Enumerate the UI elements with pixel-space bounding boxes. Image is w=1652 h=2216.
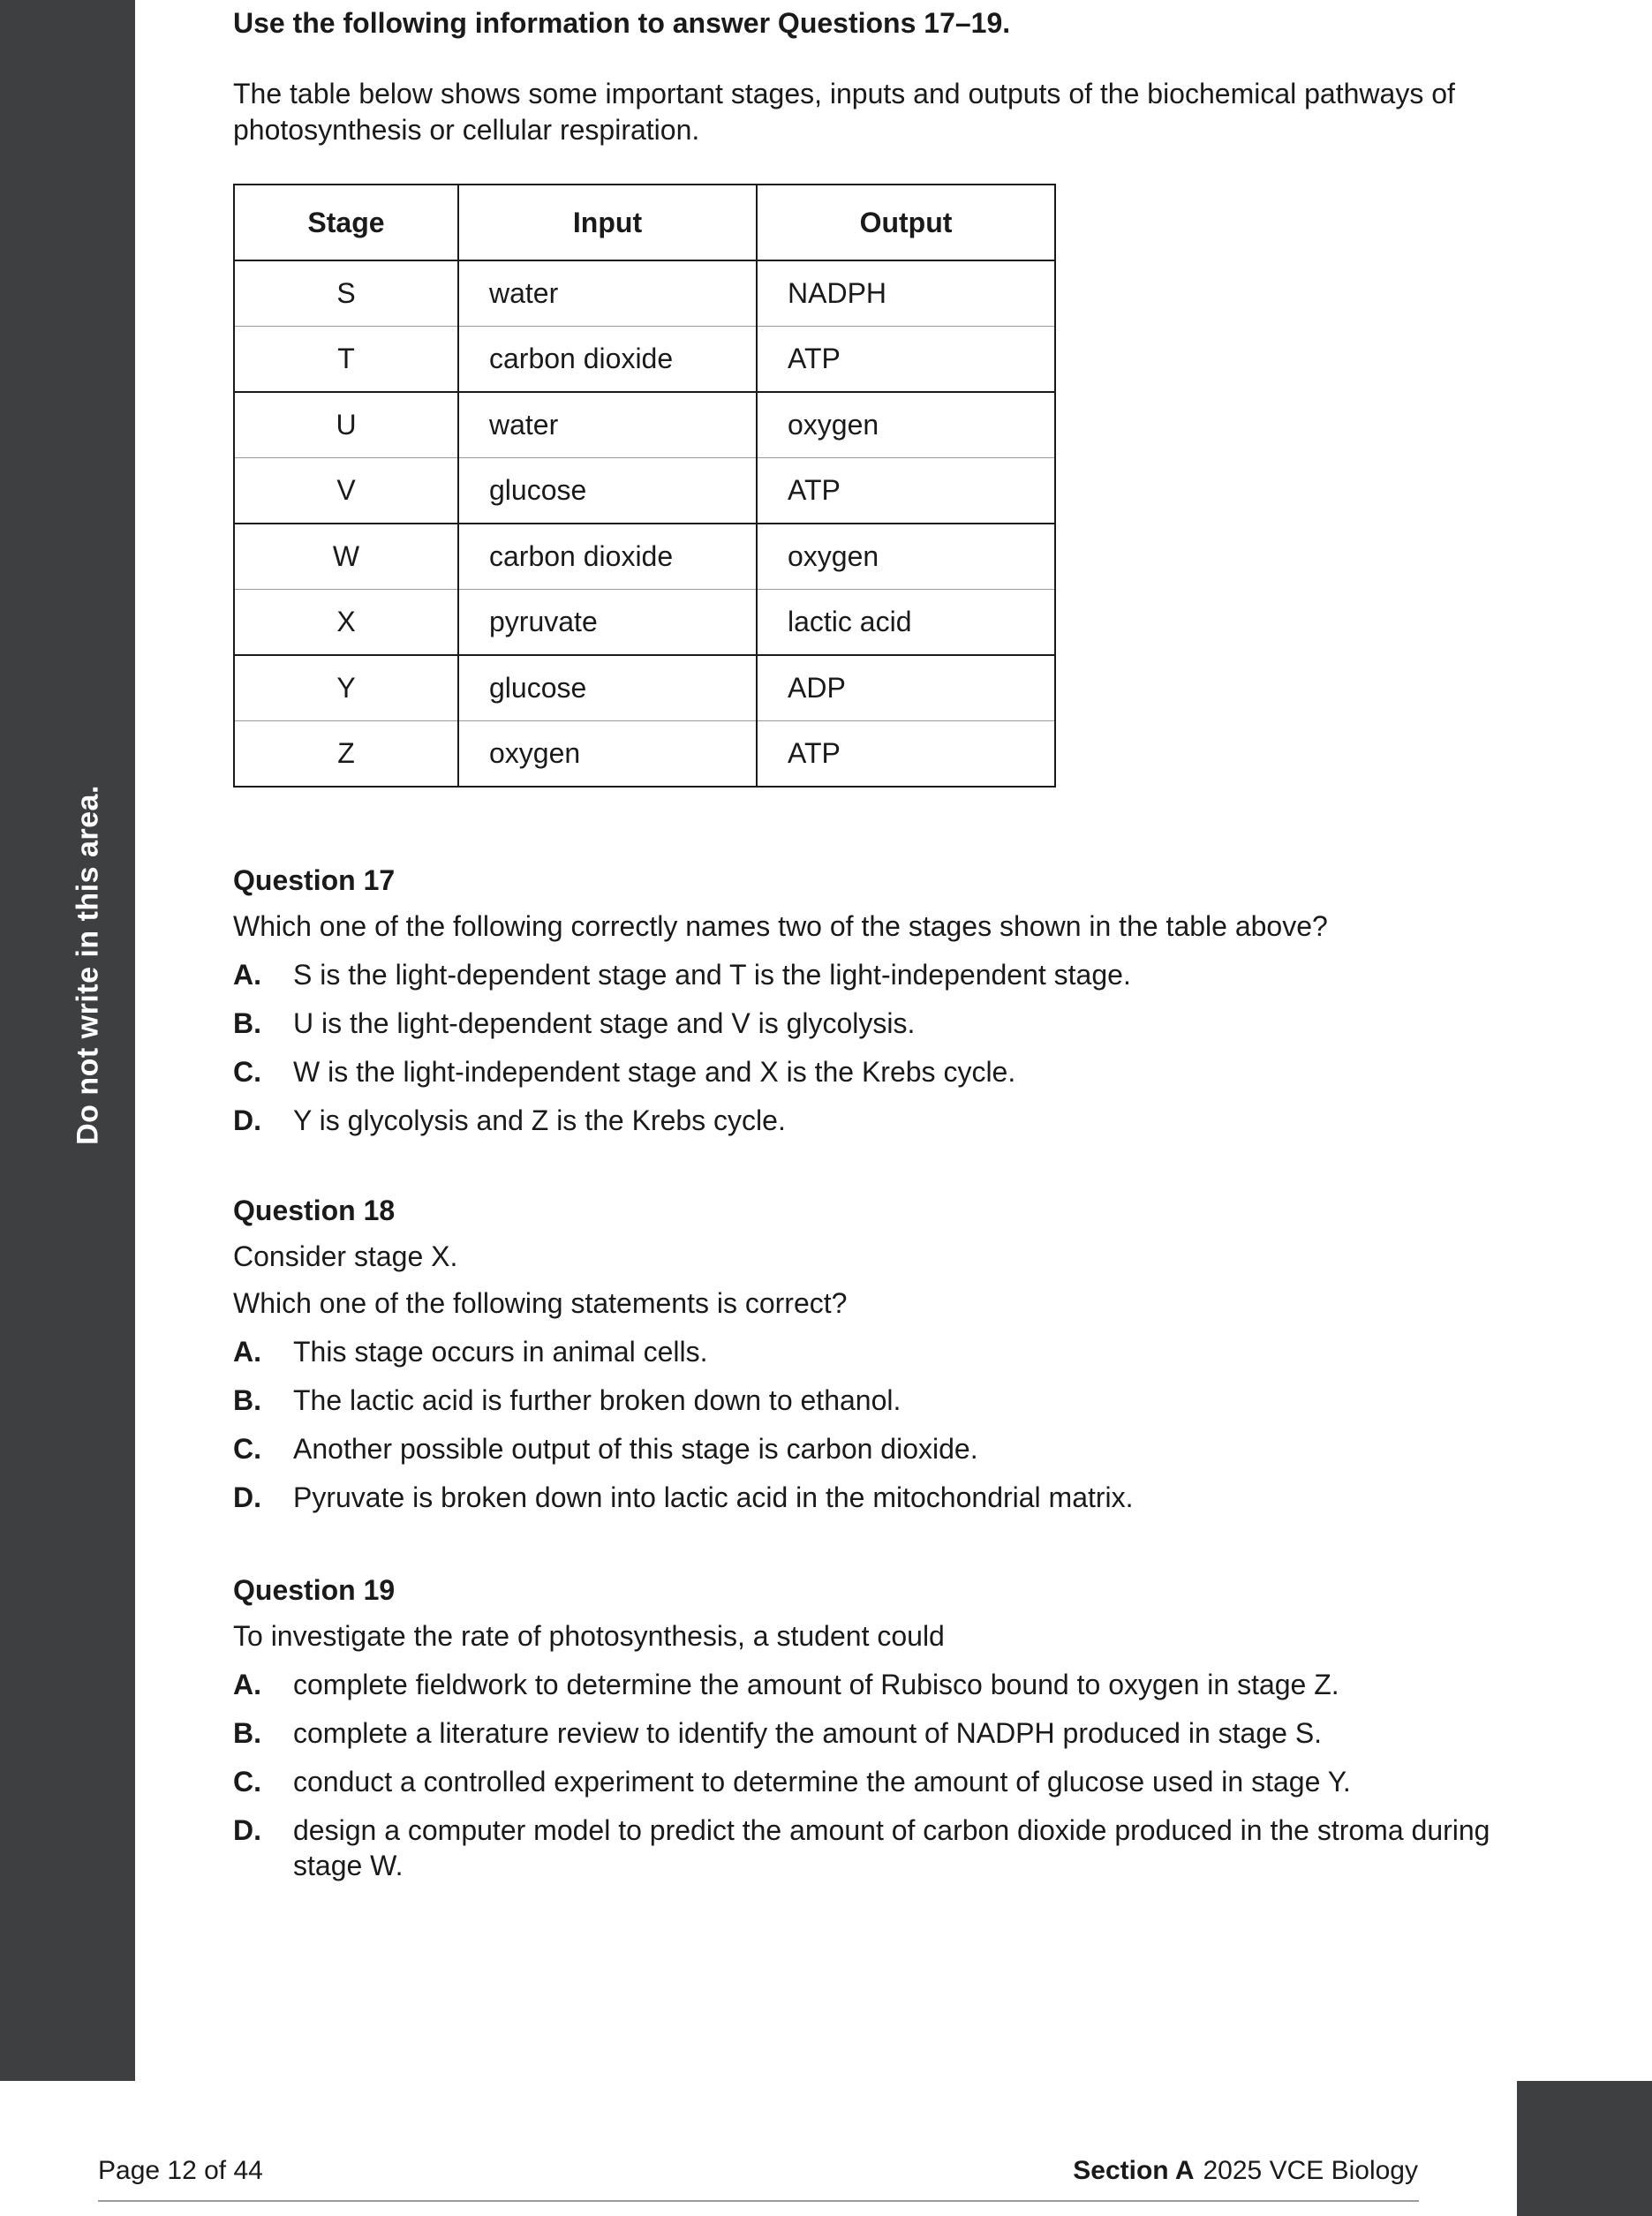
footer-divider xyxy=(98,2200,1419,2202)
output-cell: NADPH xyxy=(757,260,1055,327)
stage-cell: W xyxy=(234,524,458,590)
output-cell: oxygen xyxy=(757,524,1055,590)
page-number: Page 12 of 44 xyxy=(98,2156,263,2185)
table-row xyxy=(234,590,1055,656)
table-row xyxy=(234,524,1055,590)
stage-cell: S xyxy=(234,260,458,327)
option-text: S is the light-dependent stage and T is the light-independent stage. xyxy=(293,959,1131,991)
option-letter: B. xyxy=(233,1007,261,1039)
option-letter: A. xyxy=(233,959,261,991)
option-letter: A. xyxy=(233,1669,261,1700)
output-cell: ATP xyxy=(757,327,1055,393)
table-header-row xyxy=(234,185,1055,260)
table-row xyxy=(234,260,1055,327)
option-letter: C. xyxy=(233,1766,261,1798)
option-text: complete fieldwork to determine the amount of Rubisco bound to oxygen in stage Z. xyxy=(293,1669,1339,1700)
option-letter: C. xyxy=(233,1433,261,1465)
option-text: Another possible output of this stage is carbon dioxide. xyxy=(293,1433,978,1465)
answer-option-b[interactable] xyxy=(233,1383,1513,1418)
question-17 xyxy=(233,863,1513,1138)
stage-cell: X xyxy=(234,590,458,656)
stage-cell: Z xyxy=(234,721,458,788)
option-text: This stage occurs in animal cells. xyxy=(293,1336,708,1368)
answer-option-c[interactable] xyxy=(233,1431,1513,1466)
table-row xyxy=(234,327,1055,393)
table-row xyxy=(234,458,1055,524)
answer-option-b[interactable] xyxy=(233,1006,1513,1041)
footer-section xyxy=(1073,2156,1418,2186)
stage-cell: T xyxy=(234,327,458,393)
question-stem: Consider stage X. xyxy=(233,1240,458,1272)
question-title: Question 18 xyxy=(233,1195,396,1226)
table-row xyxy=(234,392,1055,458)
input-cell: water xyxy=(458,392,757,458)
output-cell: lactic acid xyxy=(757,590,1055,656)
question-stem: Which one of the following statements is correct? xyxy=(233,1287,848,1319)
table-row xyxy=(234,655,1055,721)
option-text: complete a literature review to identify the amount of NADPH produced in stage S. xyxy=(293,1717,1323,1749)
output-cell: oxygen xyxy=(757,392,1055,458)
option-text: U is the light-dependent stage and V is glycolysis. xyxy=(293,1007,916,1039)
answer-option-a[interactable] xyxy=(233,1334,1513,1369)
header-input: Input xyxy=(458,185,757,260)
option-text: design a computer model to predict the amount of carbon dioxide produced in the stroma during stage W. xyxy=(293,1814,1490,1881)
answer-option-a[interactable] xyxy=(233,1667,1513,1702)
margin-bar xyxy=(0,0,135,2081)
question-stem: To investigate the rate of photosynthesis, a student could xyxy=(233,1620,945,1652)
option-letter: B. xyxy=(233,1717,261,1749)
input-cell: carbon dioxide xyxy=(458,524,757,590)
section-label: Section A xyxy=(1073,2156,1195,2185)
answer-option-c[interactable] xyxy=(233,1764,1513,1799)
intro-text: The table below shows some important stages, inputs and outputs of the biochemical pathways of photosynthesis or cellular respiration. xyxy=(233,78,1455,146)
table-row xyxy=(234,721,1055,788)
option-text: W is the light-independent stage and X is the Krebs cycle. xyxy=(293,1056,1016,1088)
input-cell: pyruvate xyxy=(458,590,757,656)
output-cell: ADP xyxy=(757,655,1055,721)
option-text: conduct a controlled experiment to determine the amount of glucose used in stage Y. xyxy=(293,1766,1351,1798)
option-text: The lactic acid is further broken down to ethanol. xyxy=(293,1384,901,1416)
margin-warning-text: Do not write in this area. xyxy=(71,785,105,1145)
question-title: Question 17 xyxy=(233,864,396,896)
option-letter: C. xyxy=(233,1056,261,1088)
input-cell: carbon dioxide xyxy=(458,327,757,393)
stages-table xyxy=(233,184,1056,788)
header-stage: Stage xyxy=(234,185,458,260)
input-cell: glucose xyxy=(458,458,757,524)
answer-option-d[interactable] xyxy=(233,1103,1513,1138)
answer-option-d[interactable] xyxy=(233,1813,1513,1883)
option-letter: D. xyxy=(233,1814,261,1846)
question-title: Question 19 xyxy=(233,1574,396,1606)
option-text: Y is glycolysis and Z is the Krebs cycle. xyxy=(293,1104,786,1136)
option-letter: D. xyxy=(233,1104,261,1136)
intro-heading: Use the following information to answer Questions 17–19. xyxy=(233,7,1011,39)
option-text: Pyruvate is broken down into lactic acid in the mitochondrial matrix. xyxy=(293,1481,1134,1513)
output-cell: ATP xyxy=(757,721,1055,788)
option-letter: A. xyxy=(233,1336,261,1368)
stage-cell: U xyxy=(234,392,458,458)
answer-option-a[interactable] xyxy=(233,957,1513,992)
output-cell: ATP xyxy=(757,458,1055,524)
corner-block xyxy=(1517,2081,1652,2216)
input-cell: oxygen xyxy=(458,721,757,788)
option-letter: B. xyxy=(233,1384,261,1416)
question-18 xyxy=(233,1193,1513,1515)
stage-cell: V xyxy=(234,458,458,524)
input-cell: glucose xyxy=(458,655,757,721)
input-cell: water xyxy=(458,260,757,327)
question-stem: Which one of the following correctly names two of the stages shown in the table above? xyxy=(233,910,1328,942)
answer-option-c[interactable] xyxy=(233,1054,1513,1089)
question-19 xyxy=(233,1572,1513,1883)
answer-option-d[interactable] xyxy=(233,1480,1513,1515)
subject-label: 2025 VCE Biology xyxy=(1203,2156,1418,2185)
option-letter: D. xyxy=(233,1481,261,1513)
answer-option-b[interactable] xyxy=(233,1715,1513,1751)
stage-cell: Y xyxy=(234,655,458,721)
header-output: Output xyxy=(757,185,1055,260)
